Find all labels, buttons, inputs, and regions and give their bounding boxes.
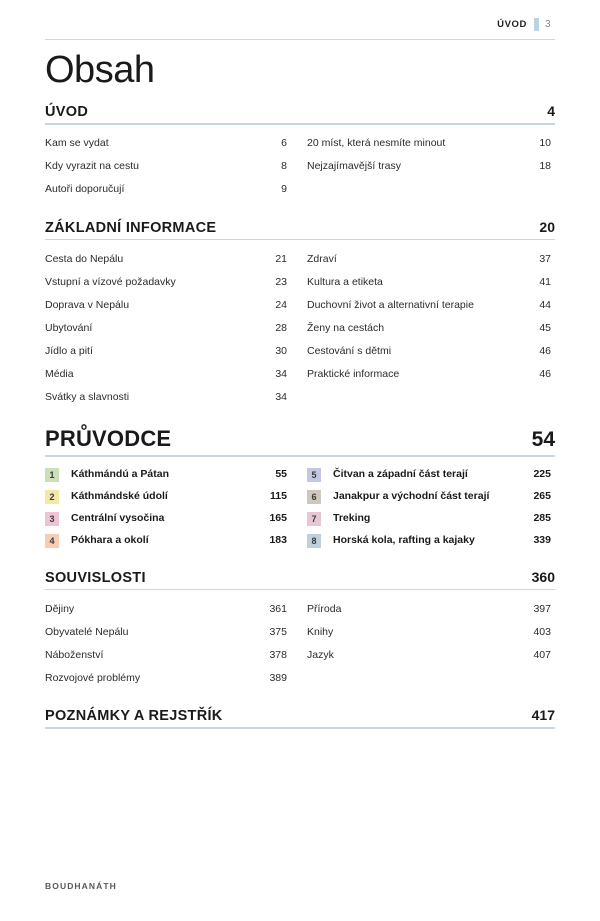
toc-entry-label[interactable]: Cesta do Nepálu [45, 252, 124, 265]
toc-entry-page-number: 34 [275, 367, 287, 380]
section-heading[interactable] [45, 569, 555, 589]
section-spacer [45, 205, 555, 219]
toc-entry-page-number: 10 [539, 137, 551, 149]
section-page-number: 360 [531, 568, 555, 585]
toc-entry-page-number: 46 [539, 367, 551, 380]
section-heading[interactable] [45, 219, 555, 239]
toc-sections [45, 103, 555, 742]
toc-section [45, 103, 555, 201]
chapter-number-badge: 5 [307, 468, 321, 482]
page-title: Obsah [45, 49, 155, 91]
toc-entry-page-number: 55 [275, 467, 287, 480]
toc-entry-label[interactable]: Káthmándú a Pátan [71, 467, 170, 480]
toc-entry-label[interactable]: Kdy vyrazit na cestu [45, 160, 139, 172]
section-entries [45, 597, 555, 689]
toc-entry-empty [307, 385, 507, 408]
section-heading[interactable] [45, 103, 555, 123]
toc-entry-page-number: 45 [539, 321, 551, 334]
toc-entry-label[interactable]: Treking [333, 511, 371, 524]
toc-entry-label[interactable]: Horská kola, rafting a kajaky [333, 533, 475, 546]
toc-entry-label[interactable]: Káthmándské údolí [71, 489, 168, 502]
toc-entry-page-number: 225 [533, 467, 551, 480]
toc-entry-label[interactable]: Jazyk [307, 648, 334, 661]
toc-entry-page-number: 339 [533, 533, 551, 546]
column-gutter [287, 293, 307, 316]
section-rule [45, 727, 555, 729]
toc-entry-page-number: 407 [533, 648, 551, 661]
toc-entry-label[interactable]: Příroda [307, 602, 342, 615]
toc-entry-page-number: 37 [539, 252, 551, 265]
section-page-number: 54 [531, 428, 555, 451]
toc-entry-label[interactable]: Janakpur a východní část terají [333, 489, 490, 502]
section-page-number: 417 [531, 707, 555, 723]
toc-entry-empty [307, 666, 507, 689]
column-gutter [287, 485, 307, 507]
toc-entry-label[interactable]: Čitvan a západní část terají [333, 467, 468, 480]
chapter-number-badge: 2 [45, 490, 59, 504]
section-heading[interactable] [45, 426, 555, 455]
toc-entry-empty [507, 666, 551, 689]
section-page-number: 4 [547, 103, 555, 119]
toc-entry-label[interactable]: Dějiny [45, 602, 75, 615]
column-gutter [287, 507, 307, 529]
toc-entry-label[interactable]: Praktické informace [307, 367, 400, 380]
toc-entry-page-number: 46 [539, 344, 551, 357]
toc-entry-page-number: 41 [539, 275, 551, 288]
column-gutter [287, 178, 307, 201]
toc-entry-page-number: 183 [269, 533, 287, 546]
section-entries [45, 463, 555, 551]
footer-caption: BOUDHANÁTH [45, 881, 117, 891]
section-title: POZNÁMKY A REJSTŘÍK [45, 708, 223, 724]
toc-entry-label[interactable]: Kam se vydat [45, 137, 109, 149]
toc-entry-page-number: 265 [533, 489, 551, 502]
toc-entry-page-number: 23 [275, 275, 287, 288]
toc-entry-label[interactable]: Duchovní život a alternativní terapie [307, 298, 474, 311]
column-gutter [287, 620, 307, 643]
toc-entry-page-number: 115 [270, 489, 287, 502]
toc-entry-page-number: 24 [275, 298, 287, 311]
running-header-separator-bar [534, 18, 539, 31]
column-gutter [287, 597, 307, 620]
toc-section [45, 426, 555, 551]
chapter-number-badge: 4 [45, 534, 59, 548]
section-title: PRŮVODCE [45, 426, 172, 451]
toc-entry-label[interactable]: Média [45, 367, 74, 380]
chapter-number-badge: 3 [45, 512, 59, 526]
running-header [45, 0, 555, 40]
section-rule [45, 123, 555, 125]
column-gutter [287, 529, 307, 551]
section-spacer [45, 555, 555, 569]
toc-entry-label[interactable]: 20 míst, která nesmíte minout [307, 137, 446, 149]
running-header-label: ÚVOD [497, 18, 527, 30]
column-gutter [287, 362, 307, 385]
toc-section [45, 707, 555, 729]
section-entries [45, 132, 555, 201]
column-gutter [287, 316, 307, 339]
toc-entry-page-number: 165 [269, 511, 287, 524]
section-page-number: 20 [539, 218, 555, 235]
column-gutter [287, 270, 307, 293]
toc-entry-label[interactable]: Ženy na cestách [307, 321, 385, 334]
section-spacer [45, 412, 555, 426]
toc-entry-label[interactable]: Nejzajímavější trasy [307, 160, 401, 172]
toc-entry-label[interactable]: Jídlo a pití [45, 344, 93, 357]
chapter-number-badge: 8 [307, 534, 321, 548]
column-gutter [287, 385, 307, 408]
toc-entry-page-number: 6 [281, 137, 287, 149]
column-gutter [287, 666, 307, 689]
column-gutter [287, 339, 307, 362]
toc-entry-label[interactable]: Cestování s dětmi [307, 344, 392, 357]
toc-entry-page-number: 28 [275, 321, 287, 334]
toc-entry-label[interactable]: Náboženství [45, 648, 104, 661]
toc-entry-page-number: 21 [275, 252, 287, 265]
toc-entry-page-number: 18 [539, 160, 551, 172]
toc-entry-page-number: 44 [539, 298, 551, 311]
section-entries [45, 247, 555, 408]
toc-entry-label[interactable]: Svátky a slavnosti [45, 390, 130, 403]
toc-entry-label[interactable]: Doprava v Nepálu [45, 298, 130, 311]
chapter-number-badge: 7 [307, 512, 321, 526]
section-spacer [45, 693, 555, 707]
column-gutter [287, 247, 307, 270]
toc-entry-label[interactable]: Vstupní a vízové požadavky [45, 275, 176, 288]
toc-entry-page-number: 9 [281, 183, 287, 195]
toc-entry-label[interactable]: Autoři doporučují [45, 183, 125, 195]
section-rule [45, 589, 555, 591]
toc-entry-label[interactable]: Kultura a etiketa [307, 275, 383, 288]
toc-entry-label[interactable]: Centrální vysočina [71, 511, 165, 524]
section-title: ÚVOD [45, 104, 89, 120]
toc-entry-label[interactable]: Pókhara a okolí [71, 533, 149, 546]
toc-entry-label[interactable]: Rozvojové problémy [45, 671, 141, 684]
section-heading[interactable] [45, 707, 555, 727]
toc-entry-page-number: 361 [269, 602, 287, 615]
toc-section [45, 569, 555, 690]
toc-entry-label[interactable]: Zdraví [307, 252, 337, 265]
toc-entry-label[interactable]: Obyvatelé Nepálu [45, 625, 129, 638]
toc-entry-page-number: 397 [533, 602, 551, 615]
running-header-page-number: 3 [545, 18, 551, 30]
toc-entry-page-number: 375 [269, 625, 287, 638]
column-gutter [287, 132, 307, 155]
toc-entry-label[interactable]: Knihy [307, 625, 334, 638]
section-spacer [45, 733, 555, 742]
toc-entry-empty [507, 385, 551, 408]
toc-entry-page-number: 34 [275, 390, 287, 403]
column-gutter [287, 155, 307, 178]
toc-entry-label[interactable]: Ubytování [45, 321, 93, 334]
toc-entry-page-number: 8 [281, 160, 287, 172]
toc-entry-page-number: 285 [533, 511, 551, 524]
chapter-number-badge: 1 [45, 468, 59, 482]
section-title: SOUVISLOSTI [45, 569, 146, 586]
chapter-number-badge: 6 [307, 490, 321, 504]
toc-entry-empty [507, 178, 551, 201]
section-rule [45, 455, 555, 457]
running-header-rule [45, 39, 555, 40]
toc-entry-page-number: 403 [533, 625, 551, 638]
section-rule [45, 239, 555, 241]
toc-entry-page-number: 378 [269, 648, 287, 661]
toc-entry-page-number: 389 [269, 671, 287, 684]
toc-entry-page-number: 30 [275, 344, 287, 357]
toc-entry-empty [307, 178, 507, 201]
section-title: ZÁKLADNÍ INFORMACE [45, 219, 217, 236]
toc-section [45, 219, 555, 409]
column-gutter [287, 643, 307, 666]
column-gutter [287, 463, 307, 485]
